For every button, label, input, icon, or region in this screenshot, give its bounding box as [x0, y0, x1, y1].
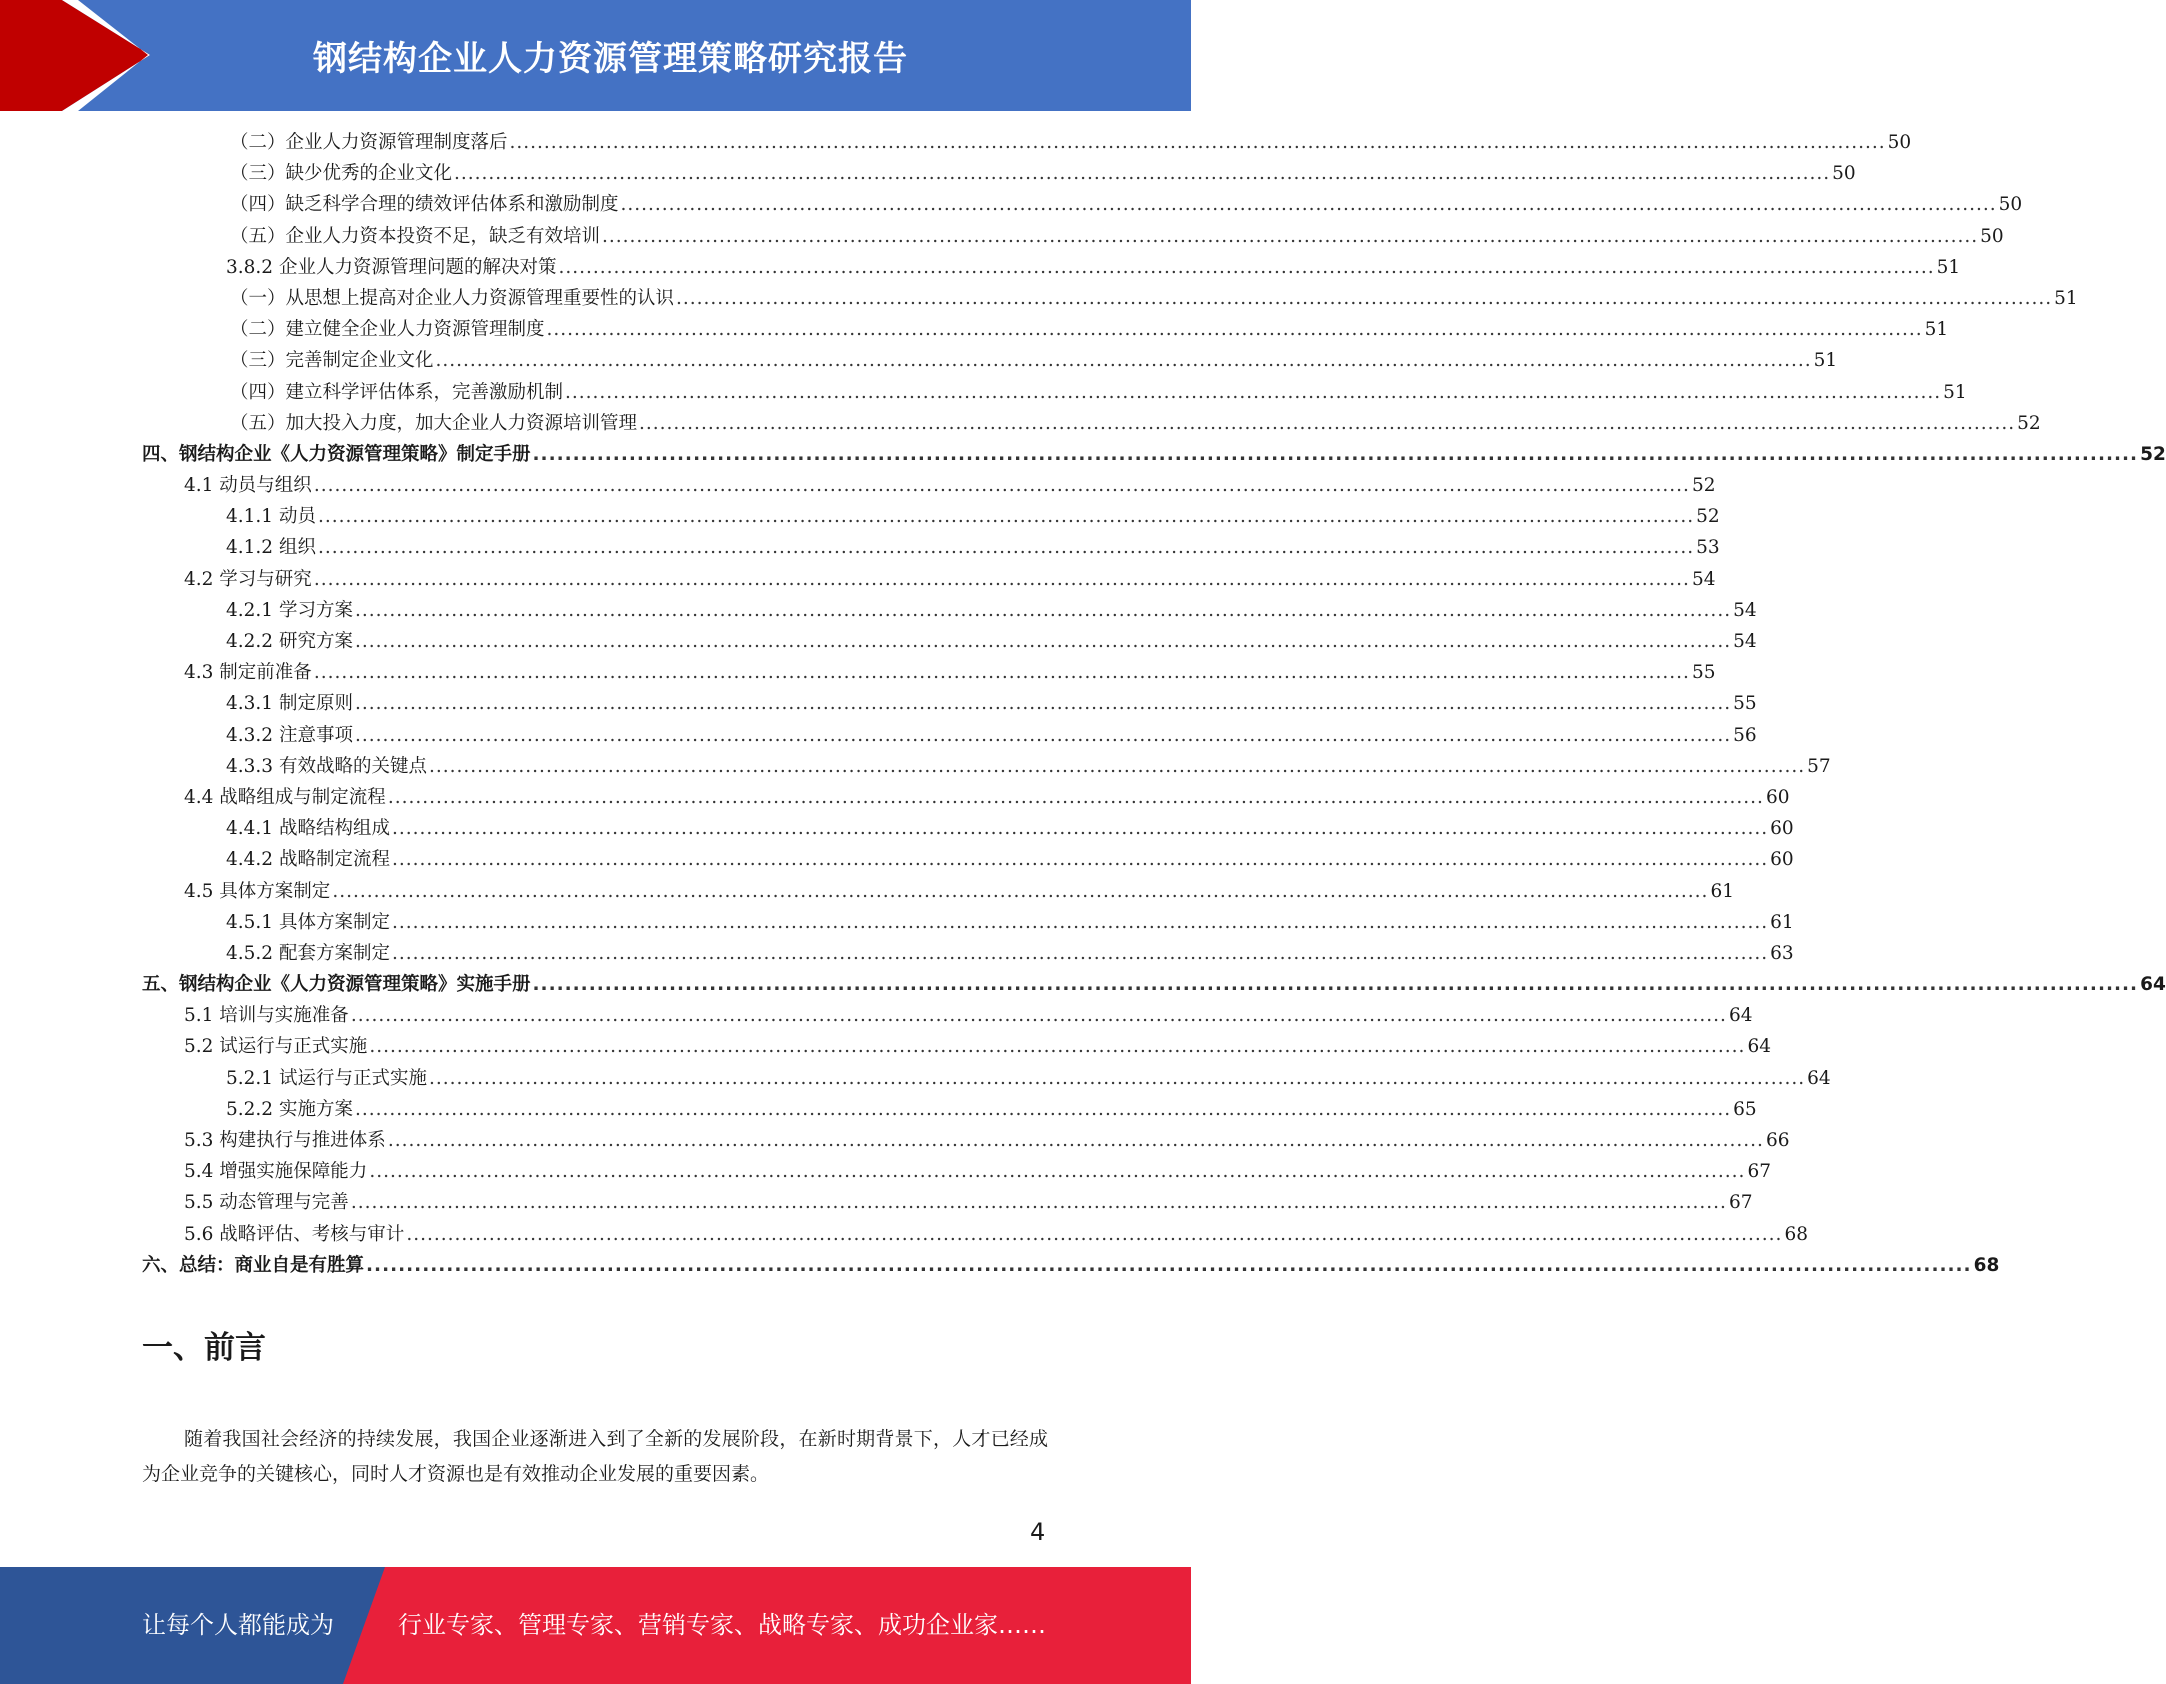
toc-entry-page: 50 — [1832, 163, 1856, 185]
page-footer — [0, 1567, 1191, 1684]
toc-leader-dots: ........................................................................................................................................................................................................ — [313, 568, 1690, 590]
toc-leader-dots: ........................................................................................................................................................................................................ — [454, 163, 1831, 185]
toc-entry-page: 50 — [1887, 132, 1912, 153]
toc-leader-dots: ........................................................................................................................................................................................................ — [354, 693, 1732, 715]
toc-entry[interactable] — [142, 845, 1794, 876]
toc-entry[interactable] — [142, 939, 1794, 970]
toc-leader-dots: ........................................................................................................................................................................................................ — [354, 599, 1732, 621]
toc-leader-dots: ........................................................................................................................................................................................................ — [391, 911, 1769, 933]
toc-entry[interactable] — [142, 1064, 1831, 1095]
toc-entry-title: 4.4.2 战略制定流程 — [226, 849, 390, 871]
toc-entry-page: 50 — [1980, 225, 2004, 247]
toc-entry-title: （四）缺乏科学合理的绩效评估体系和激励制度 — [230, 194, 619, 216]
toc-entry[interactable] — [142, 1032, 1771, 1063]
toc-entry-page: 63 — [1770, 942, 1794, 964]
toc-entry[interactable] — [142, 1001, 1753, 1032]
toc-entry[interactable] — [142, 1188, 1753, 1219]
toc-entry-title: 4.1.1 动员 — [226, 506, 316, 528]
toc-entry[interactable] — [142, 190, 2023, 221]
toc-entry-title: （三）缺少优秀的企业文化 — [230, 163, 453, 185]
toc-entry-page: 51 — [1936, 256, 1961, 278]
toc-leader-dots: ........................................................................................................................................................................................................ — [509, 132, 1886, 153]
toc-entry[interactable] — [142, 440, 2166, 471]
toc-leader-dots: ........................................................................................................................................................................................................ — [391, 818, 1769, 840]
toc-entry[interactable] — [142, 565, 1716, 596]
toc-entry[interactable] — [142, 783, 1790, 814]
toc-entry-page: 66 — [1765, 1130, 1790, 1151]
toc-entry-title: 4.1 动员与组织 — [184, 475, 312, 497]
toc-entry-page: 51 — [1924, 319, 1949, 341]
toc-entry[interactable] — [142, 1251, 2000, 1282]
toc-entry-page: 64 — [1807, 1067, 1831, 1089]
toc-entry-page: 60 — [1770, 818, 1794, 840]
toc-entry-title: （五）加大投入力度，加大企业人力资源培训管理 — [230, 412, 638, 434]
toc-entry-page: 61 — [1710, 880, 1734, 902]
toc-entry[interactable] — [142, 877, 1734, 908]
toc-leader-dots: ........................................................................................................................................................................................................ — [317, 537, 1695, 559]
toc-entry-page: 64 — [2140, 974, 2166, 996]
toc-entry[interactable] — [142, 533, 1720, 564]
toc-entry-title: （四）建立科学评估体系，完善激励机制 — [230, 381, 564, 403]
toc-entry[interactable] — [142, 627, 1757, 658]
toc-leader-dots: ........................................................................................................................................................................................................ — [313, 662, 1690, 684]
toc-entry-page: 57 — [1807, 755, 1831, 777]
toc-entry-title: （二）建立健全企业人力资源管理制度 — [230, 319, 545, 341]
toc-entry-title: 4.1.2 组织 — [226, 537, 316, 559]
toc-entry-title: 5.5 动态管理与完善 — [184, 1192, 349, 1214]
toc-entry-title: （一）从思想上提高对企业人力资源管理重要性的认识 — [230, 287, 675, 309]
toc-entry-page: 67 — [1747, 1161, 1771, 1183]
toc-entry[interactable] — [142, 1095, 1757, 1126]
toc-entry-page: 54 — [1733, 631, 1757, 652]
toc-entry[interactable] — [142, 471, 1716, 502]
toc-leader-dots: ........................................................................................................................................................................................................ — [428, 1067, 1806, 1089]
toc-leader-dots: ........................................................................................................................................................................................................ — [428, 755, 1806, 777]
document-title: 钢结构企业人力资源管理策略研究报告 — [313, 39, 908, 79]
toc-leader-dots: ........................................................................................................................................................................................................ — [369, 1161, 1746, 1183]
toc-leader-dots: ........................................................................................................................................................................................................ — [546, 319, 1923, 341]
toc-leader-dots: ........................................................................................................................................................................................................ — [369, 1036, 1746, 1058]
toc-leader-dots: ........................................................................................................................................................................................................ — [558, 256, 1935, 278]
toc-entry[interactable] — [142, 721, 1757, 752]
toc-entry[interactable] — [142, 658, 1716, 689]
toc-entry-page: 52 — [2017, 412, 2041, 434]
toc-entry-title: （五）企业人力资本投资不足，缺乏有效培训 — [230, 225, 601, 247]
toc-entry-page: 52 — [2140, 443, 2166, 465]
toc-entry-page: 67 — [1728, 1192, 1753, 1214]
toc-leader-dots: ........................................................................................................................................................................................................ — [354, 631, 1732, 652]
toc-entry-page: 68 — [1784, 1223, 1808, 1245]
toc-entry-title: 5.6 战略评估、考核与审计 — [184, 1223, 405, 1245]
toc-entry-title: 五、钢结构企业《人力资源管理策略》实施手册 — [142, 974, 531, 996]
toc-leader-dots: ........................................................................................................................................................................................................ — [350, 1192, 1727, 1214]
toc-entry-title: 4.2.1 学习方案 — [226, 599, 353, 621]
toc-leader-dots: ........................................................................................................................................................................................................ — [435, 350, 1812, 372]
toc-entry-title: 四、钢结构企业《人力资源管理策略》制定手册 — [142, 443, 531, 465]
toc-entry-page: 60 — [1765, 786, 1790, 808]
toc-leader-dots: ........................................................................................................................................................................................................ — [354, 1098, 1732, 1120]
toc-entry-title: 4.4.1 战略结构组成 — [226, 818, 390, 840]
toc-entry[interactable] — [142, 315, 1949, 346]
page-header — [0, 0, 1191, 111]
toc-leader-dots: ........................................................................................................................................................................................................ — [313, 475, 1690, 497]
toc-entry-page: 65 — [1733, 1098, 1757, 1120]
toc-entry[interactable] — [142, 1220, 1808, 1251]
toc-entry[interactable] — [142, 596, 1757, 627]
toc-entry-page: 54 — [1691, 568, 1716, 590]
toc-entry[interactable] — [142, 689, 1757, 720]
toc-leader-dots: ........................................................................................................................................................................................................ — [639, 412, 2016, 434]
toc-entry-title: 4.3.1 制定原则 — [226, 693, 353, 715]
toc-entry-title: 5.4 增强实施保障能力 — [184, 1161, 368, 1183]
toc-entry[interactable] — [142, 253, 1961, 284]
toc-entry-title: 3.8.2 企业人力资源管理问题的解决对策 — [226, 256, 557, 278]
toc-entry-page: 51 — [1813, 350, 1838, 372]
toc-entry-title: 4.4 战略组成与制定流程 — [184, 786, 386, 808]
toc-entry-page: 54 — [1733, 599, 1757, 621]
toc-entry-page: 52 — [1696, 506, 1720, 528]
toc-entry-title: 4.5 具体方案制定 — [184, 880, 331, 902]
toc-leader-dots: ........................................................................................................................................................................................................ — [366, 1254, 1972, 1276]
toc-entry-title: 5.3 构建执行与推进体系 — [184, 1130, 386, 1151]
toc-leader-dots: ........................................................................................................................................................................................................ — [350, 1005, 1727, 1027]
toc-entry-title: 5.2 试运行与正式实施 — [184, 1036, 368, 1058]
toc-leader-dots: ........................................................................................................................................................................................................ — [354, 724, 1732, 746]
toc-entry-title: 4.5.2 配套方案制定 — [226, 942, 390, 964]
toc-entry-page: 51 — [1943, 381, 1967, 403]
toc-entry[interactable] — [142, 159, 1856, 190]
page-number: 4 — [1030, 1518, 1046, 1546]
toc-leader-dots: ........................................................................................................................................................................................................ — [565, 381, 1942, 403]
toc-entry[interactable] — [142, 1157, 1771, 1188]
toc-leader-dots: ........................................................................................................................................................................................................ — [602, 225, 1979, 247]
section-heading: 一、前言 — [142, 1330, 266, 1366]
toc-entry-page: 64 — [1747, 1036, 1771, 1058]
toc-entry-title: （二）企业人力资源管理制度落后 — [230, 132, 508, 153]
toc-leader-dots: ........................................................................................................................................................................................................ — [332, 880, 1709, 902]
toc-leader-dots: ........................................................................................................................................................................................................ — [406, 1223, 1783, 1245]
toc-entry-page: 60 — [1770, 849, 1794, 871]
toc-entry-page: 64 — [1728, 1005, 1753, 1027]
toc-entry-page: 55 — [1691, 662, 1716, 684]
toc-entry-title: 4.5.1 具体方案制定 — [226, 911, 390, 933]
toc-entry[interactable] — [142, 409, 2041, 440]
toc-leader-dots: ........................................................................................................................................................................................................ — [387, 1130, 1764, 1151]
toc-entry[interactable] — [142, 128, 1912, 159]
footer-slogan-right: 行业专家、管理专家、营销专家、战略专家、成功企业家…… — [398, 1611, 1046, 1639]
toc-entry-title: 六、总结：商业自是有胜算 — [142, 1254, 365, 1276]
toc-entry[interactable] — [142, 502, 1720, 533]
toc-entry-page: 56 — [1733, 724, 1757, 746]
toc-entry-title: 4.3.3 有效战略的关键点 — [226, 755, 427, 777]
toc-entry-title: 4.3.2 注意事项 — [226, 724, 353, 746]
toc-entry-page: 50 — [1998, 194, 2023, 216]
toc-entry-title: 4.3 制定前准备 — [184, 662, 312, 684]
toc-entry[interactable] — [142, 346, 1838, 377]
toc-leader-dots: ........................................................................................................................................................................................................ — [391, 942, 1769, 964]
toc-leader-dots: ........................................................................................................................................................................................................ — [317, 506, 1695, 528]
toc-leader-dots: ........................................................................................................................................................................................................ — [620, 194, 1997, 216]
toc-leader-dots: ........................................................................................................................................................................................................ — [387, 786, 1764, 808]
table-of-contents — [142, 128, 2166, 1282]
toc-leader-dots: ........................................................................................................................................................................................................ — [532, 443, 2139, 465]
toc-entry-title: 4.2.2 研究方案 — [226, 631, 353, 652]
toc-leader-dots: ........................................................................................................................................................................................................ — [532, 974, 2139, 996]
toc-entry[interactable] — [142, 284, 2078, 315]
toc-entry[interactable] — [142, 970, 2166, 1001]
toc-entry[interactable] — [142, 908, 1794, 939]
toc-entry[interactable] — [142, 378, 1967, 409]
toc-entry-title: （三）完善制定企业文化 — [230, 350, 434, 372]
toc-entry-title: 4.2 学习与研究 — [184, 568, 312, 590]
toc-entry-title: 5.1 培训与实施准备 — [184, 1005, 349, 1027]
toc-entry-title: 5.2.1 试运行与正式实施 — [226, 1067, 427, 1089]
toc-leader-dots: ........................................................................................................................................................................................................ — [676, 287, 2053, 309]
toc-entry-page: 68 — [1973, 1254, 2000, 1276]
toc-leader-dots: ........................................................................................................................................................................................................ — [391, 849, 1769, 871]
toc-entry-page: 61 — [1770, 911, 1794, 933]
toc-entry[interactable] — [142, 814, 1794, 845]
toc-entry[interactable] — [142, 752, 1831, 783]
footer-slogan-left: 让每个人都能成为 — [142, 1611, 334, 1639]
toc-entry[interactable] — [142, 1126, 1790, 1157]
toc-entry-title: 5.2.2 实施方案 — [226, 1098, 353, 1120]
toc-entry-page: 51 — [2054, 287, 2078, 309]
toc-entry-page: 53 — [1696, 537, 1720, 559]
body-paragraph: 随着我国社会经济的持续发展，我国企业逐渐进入到了全新的发展阶段，在新时期背景下，人才已经成为企业竞争的关键核心，同时人才资源也是有效推动企业发展的重要因素。 — [142, 1428, 1048, 1485]
toc-entry-page: 55 — [1733, 693, 1757, 715]
toc-entry-page: 52 — [1691, 475, 1716, 497]
toc-entry[interactable] — [142, 222, 2004, 253]
